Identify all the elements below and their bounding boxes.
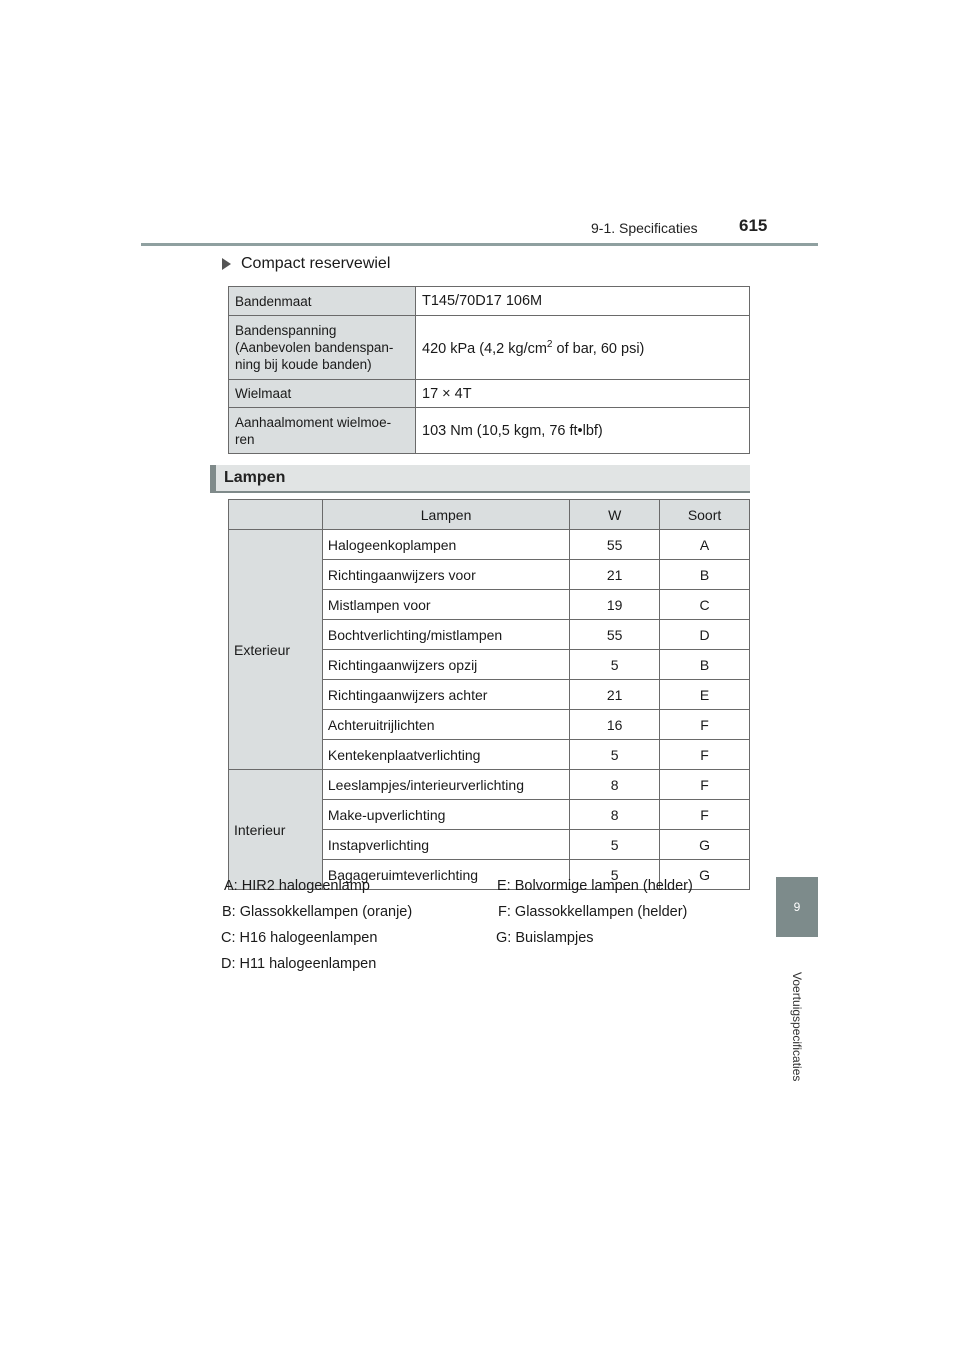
- legend-item-c: C: H16 halogeenlampen: [221, 930, 378, 946]
- lamp-type: C: [660, 590, 750, 620]
- lamp-name: Richtingaanwijzers opzij: [322, 650, 569, 680]
- group-cell: Interieur: [229, 770, 323, 890]
- lamp-type: F: [660, 710, 750, 740]
- lamp-name: Halogeenkoplampen: [322, 530, 569, 560]
- spec-key: [229, 408, 416, 454]
- lamp-type: G: [660, 830, 750, 860]
- column-header: Soort: [660, 500, 750, 530]
- spec-value-text: of bar, 60 psi): [552, 340, 645, 357]
- lamp-watt: 8: [570, 800, 660, 830]
- spec-key: Wielmaat: [229, 380, 416, 408]
- spec-key: [229, 316, 416, 380]
- table-row: [229, 316, 750, 380]
- spec-value-text: 420 kPa (4,2 kg/cm: [422, 340, 547, 357]
- spec-key-line: ren: [235, 431, 255, 447]
- lamp-type: D: [660, 620, 750, 650]
- section-accent: [210, 465, 216, 491]
- spec-key: Bandenmaat: [229, 287, 416, 316]
- legend-item-a: A: HIR2 halogeenlamp: [224, 878, 370, 894]
- lamp-type: E: [660, 680, 750, 710]
- legend-item-f: F: Glassokkellampen (helder): [498, 904, 688, 920]
- table-row: [229, 770, 750, 800]
- header-rule: [141, 243, 818, 246]
- group-cell: Exterieur: [229, 530, 323, 770]
- chapter-label: Voertuigspecificaties: [790, 972, 804, 1082]
- spec-value: T145/70D17 106M: [416, 287, 750, 316]
- subheading-text: Compact reservewiel: [241, 255, 391, 272]
- lamp-type: F: [660, 770, 750, 800]
- spec-key-line: Aanhaalmoment wielmoe-: [235, 414, 392, 430]
- section-heading: Lampen: [224, 469, 286, 486]
- lamp-watt: 5: [570, 830, 660, 860]
- spec-key-line: Bandenspanning: [235, 323, 337, 338]
- legend-item-b: B: Glassokkellampen (oranje): [222, 904, 413, 920]
- spec-key-line: (Aanbevolen bandenspan-: [235, 340, 394, 355]
- lamp-name: Bagageruimteverlichting: [322, 860, 569, 890]
- lamp-watt: 21: [570, 560, 660, 590]
- legend-item-e: E: Bolvormige lampen (helder): [497, 878, 693, 894]
- lamp-type: B: [660, 560, 750, 590]
- lamps-table: [228, 499, 750, 890]
- spec-value: [416, 316, 750, 380]
- legend-item-g: G: Buislampjes: [496, 930, 594, 946]
- lamp-name: Achteruitrijlichten: [322, 710, 569, 740]
- table-header-row: [229, 500, 750, 530]
- spec-value: 103 Nm (10,5 kgm, 76 ft•lbf): [416, 408, 750, 454]
- lamp-type: F: [660, 800, 750, 830]
- section-title: 9-1. Specificaties: [591, 220, 698, 236]
- lamp-watt: 55: [570, 530, 660, 560]
- lamp-name: Richtingaanwijzers voor: [322, 560, 569, 590]
- page-number: 615: [739, 216, 768, 235]
- table-row: [229, 408, 750, 454]
- spare-wheel-table: [228, 286, 750, 454]
- lamp-watt: 5: [570, 740, 660, 770]
- lamp-watt: 19: [570, 590, 660, 620]
- lamp-watt: 55: [570, 620, 660, 650]
- lamp-watt: 5: [570, 860, 660, 890]
- column-header: Lampen: [322, 500, 569, 530]
- chapter-tab: 9: [776, 877, 818, 937]
- column-header: W: [570, 500, 660, 530]
- table-row: [229, 380, 750, 408]
- lamp-watt: 16: [570, 710, 660, 740]
- lamp-watt: 5: [570, 650, 660, 680]
- lamp-type: G: [660, 860, 750, 890]
- legend-item-d: D: H11 halogeenlampen: [221, 956, 377, 972]
- section-bar: [210, 465, 750, 493]
- lamp-type: A: [660, 530, 750, 560]
- lamp-type: F: [660, 740, 750, 770]
- lamp-name: Leeslampjes/interieurverlichting: [322, 770, 569, 800]
- lamp-name: Instapverlichting: [322, 830, 569, 860]
- spec-value: 17 × 4T: [416, 380, 750, 408]
- triangle-bullet-icon: [222, 258, 231, 270]
- spec-key-line: ning bij koude banden): [235, 357, 372, 372]
- table-row: [229, 287, 750, 316]
- superscript: 2: [546, 338, 553, 350]
- lamp-name: Richtingaanwijzers achter: [322, 680, 569, 710]
- lamp-name: Make-upverlichting: [322, 800, 569, 830]
- column-header: [229, 500, 323, 530]
- lamp-watt: 8: [570, 770, 660, 800]
- lamp-name: Kentekenplaatverlichting: [322, 740, 569, 770]
- lamp-watt: 21: [570, 680, 660, 710]
- lamp-name: Bochtverlichting/mistlampen: [322, 620, 569, 650]
- table-row: [229, 530, 750, 560]
- lamp-type: B: [660, 650, 750, 680]
- subheading: [222, 255, 390, 273]
- lamp-name: Mistlampen voor: [322, 590, 569, 620]
